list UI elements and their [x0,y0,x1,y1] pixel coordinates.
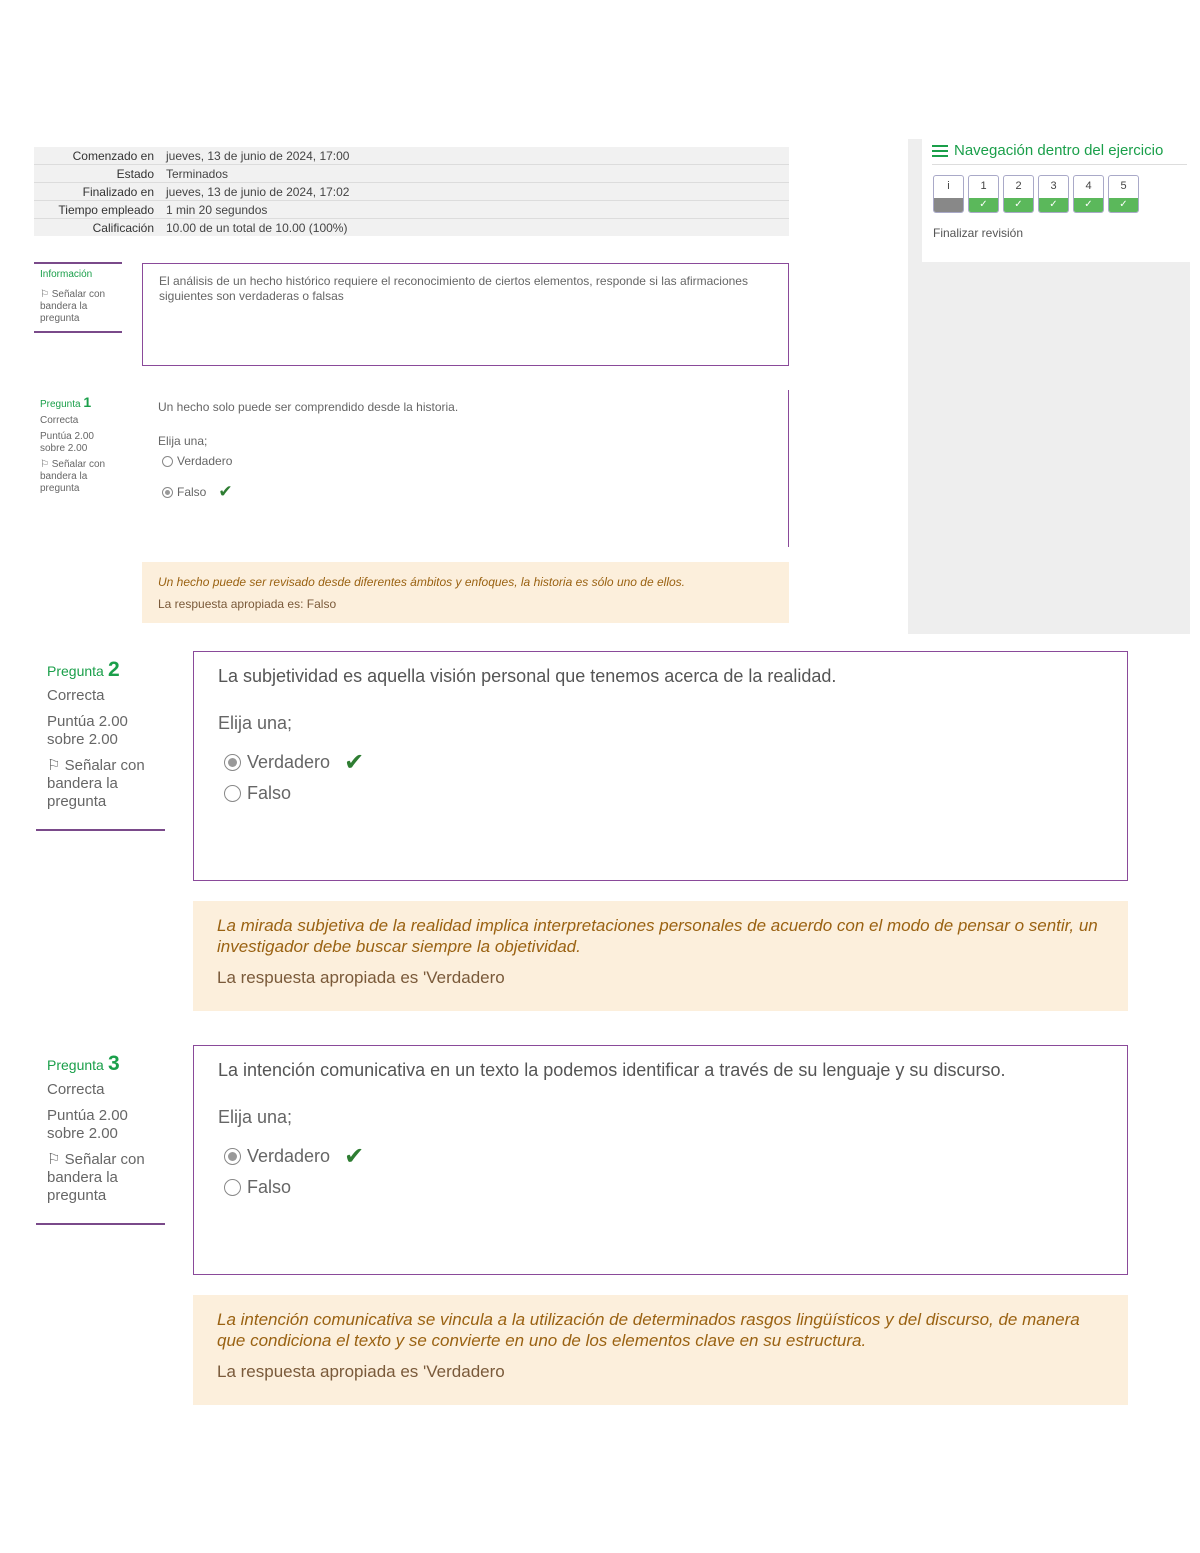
radio-button-selected[interactable] [162,487,173,498]
option-label: Verdadero [247,752,331,772]
flag-question-link[interactable] [40,459,120,495]
nav-button-info[interactable] [933,175,964,213]
info-status-bar [934,198,963,212]
question-3-side [47,1052,162,1205]
summary-label: Finalizado en [82,185,154,199]
radio-button-selected[interactable] [224,754,241,771]
question-score: Puntúa 2.00 sobre 2.00 [47,713,128,748]
right-answer: La respuesta apropiada es: Falso [158,597,337,611]
question-text: La subjetividad es aquella visión personal que tenemos acerca de la realidad. [218,666,837,686]
nav-button-question-2[interactable] [1003,175,1034,213]
answer-prompt: Elija una; [218,713,293,733]
right-answer: La respuesta apropiada es 'Verdadero [217,1362,505,1381]
question-score: Puntúa 2.00 sobre 2.00 [40,431,94,454]
question-score: Puntúa 2.00 sobre 2.00 [47,1107,128,1142]
check-icon: ✔ [344,1143,365,1170]
option-falso[interactable] [162,482,778,502]
question-1-feedback [142,562,789,623]
flag-label: Señalar con bandera la pregunta [47,757,145,810]
check-icon: ✓ [1039,198,1068,212]
question-3-side-line [36,1223,165,1225]
question-2-box [193,651,1128,881]
flag-label: Señalar con bandera la pregunta [40,459,106,494]
option-label: Falso [247,783,292,803]
question-number: 1 [83,394,92,410]
question-status: Correcta [40,415,79,426]
option-falso[interactable] [224,1177,1103,1198]
nav-button-question-3[interactable] [1038,175,1069,213]
radio-button[interactable] [224,1179,241,1196]
option-verdadero[interactable] [224,748,1103,777]
general-feedback: La mirada subjetiva de la realidad implica interpretaciones personales de acuerdo con el modo de pensar o sentir, un investigador debe buscar siempre la objetividad. [217,916,1098,956]
summary-value: 1 min 20 segundos [166,203,268,217]
nav-title-text: Navegación dentro del ejercicio [954,142,1164,159]
right-answer: La respuesta apropiada es 'Verdadero [217,968,505,987]
flag-label: Señalar con bandera la pregunta [40,289,106,324]
question-2-side-line [36,829,165,831]
attempt-summary-table [34,147,789,236]
question-1-box-border [788,390,789,547]
check-icon: ✔ [344,749,365,776]
info-side [40,269,120,325]
radio-button-selected[interactable] [224,1148,241,1165]
nav-button-label: 1 [980,180,987,192]
summary-row [34,201,789,219]
summary-row [34,219,789,236]
question-2-feedback [193,901,1128,1011]
nav-button-question-4[interactable] [1073,175,1104,213]
summary-label: Calificación [92,221,154,235]
general-feedback: Un hecho puede ser revisado desde diferentes ámbitos y enfoques, la historia es sólo uno de ellos. [158,575,685,589]
flag-icon: ⚐ [40,289,49,300]
summary-label: Tiempo empleado [58,203,154,217]
question-number: 2 [108,658,120,681]
summary-row [34,165,789,183]
check-icon: ✔ [218,482,233,501]
question-3-feedback [193,1295,1128,1405]
summary-row [34,183,789,201]
summary-value: 10.00 de un total de 10.00 (100%) [166,221,348,235]
info-label: Información [40,269,93,280]
option-verdadero[interactable] [224,1142,1103,1171]
question-number: 3 [108,1052,120,1075]
nav-button-label: 3 [1050,180,1057,192]
check-icon: ✓ [1004,198,1033,212]
summary-row [34,147,789,165]
flag-icon: ⚐ [40,459,49,470]
question-label: Pregunta [40,399,81,410]
flag-question-link[interactable] [47,757,162,811]
nav-button-question-5[interactable] [1108,175,1139,213]
check-icon: ✓ [969,198,998,212]
question-nav-buttons [933,175,1139,213]
flag-icon: ⚐ [47,757,61,774]
answer-prompt: Elija una; [218,1107,293,1127]
option-label: Verdadero [177,454,233,468]
question-text: La intención comunicativa en un texto la podemos identificar a través de su lenguaje y su discurso. [218,1060,1006,1080]
flag-icon: ⚐ [47,1151,61,1168]
flag-question-link[interactable] [47,1151,162,1205]
summary-label: Estado [116,167,154,181]
general-feedback: La intención comunicativa se vincula a la utilización de determinados rasgos lingüísticos y del discurso, de manera que condiciona el texto y se convierte en uno de los elementos clave en su estructura. [217,1310,1080,1350]
nav-button-label: 5 [1120,180,1127,192]
flag-label: Señalar con bandera la pregunta [47,1151,145,1204]
question-status: Correcta [47,1081,105,1098]
check-icon: ✓ [1109,198,1138,212]
question-status: Correcta [47,687,105,704]
summary-value: jueves, 13 de junio de 2024, 17:00 [166,149,350,163]
info-content-box [142,263,789,366]
quiz-navigation-title [932,142,1163,159]
question-2-side [47,658,162,811]
question-text: Un hecho solo puede ser comprendido desde la historia. [158,400,459,414]
question-label: Pregunta [47,1057,104,1073]
hamburger-icon [932,145,948,157]
question-3-box [193,1045,1128,1275]
info-side-top-line [34,262,122,264]
divider [932,164,1187,165]
radio-button[interactable] [224,785,241,802]
flag-question-link[interactable] [40,289,120,325]
answer-prompt: Elija una; [158,434,208,448]
nav-button-question-1[interactable] [968,175,999,213]
summary-value: Terminados [166,167,229,181]
summary-label: Comenzado en [72,149,154,163]
radio-button[interactable] [162,456,173,467]
info-text: El análisis de un hecho histórico requiere el reconocimiento de ciertos elementos, responde si las afirmaciones siguientes son verdaderas o falsas [159,274,748,303]
option-label: Falso [177,485,207,499]
check-icon: ✓ [1074,198,1103,212]
option-verdadero[interactable] [162,454,778,468]
nav-button-label: 4 [1085,180,1092,192]
question-1-side [40,396,120,495]
option-falso[interactable] [224,783,1103,804]
finish-review-link[interactable]: Finalizar revisión [933,226,1024,240]
question-1-content [158,400,778,502]
nav-button-label: 2 [1015,180,1022,192]
option-label: Verdadero [247,1146,331,1166]
nav-button-label: i [947,180,950,192]
question-label: Pregunta [47,663,104,679]
info-side-bottom-line [34,331,122,333]
summary-value: jueves, 13 de junio de 2024, 17:02 [166,185,350,199]
option-label: Falso [247,1177,292,1197]
